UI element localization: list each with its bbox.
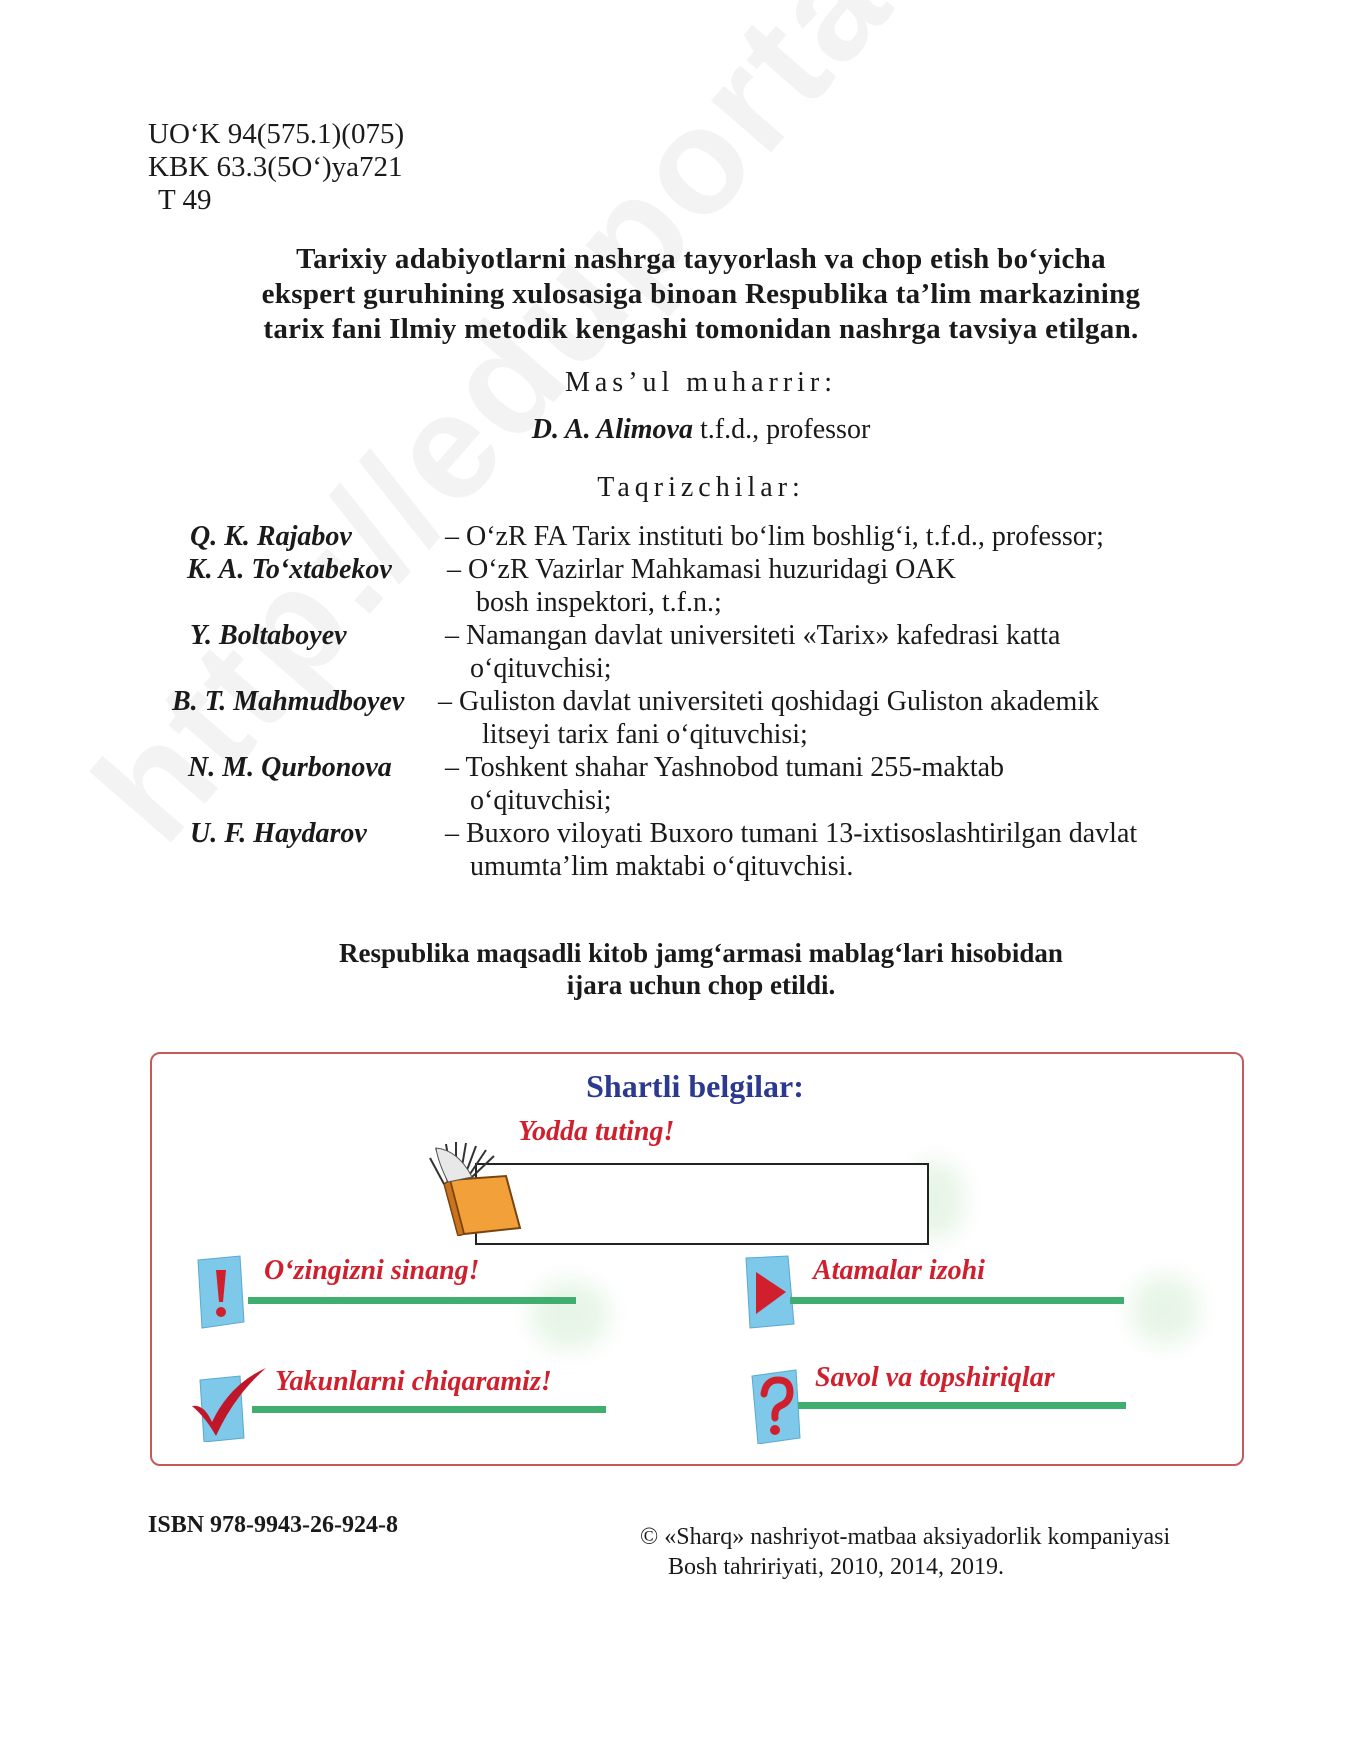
isbn: ISBN 978-9943-26-924-8 [148,1512,398,1538]
reviewer-role: umumta’lim maktabi o‘qituvchisi. [470,851,854,882]
copyright-line: Bosh tahririyati, 2010, 2014, 2019. [668,1554,1004,1580]
question-mark-icon [748,1368,804,1444]
decor-glow [1130,1275,1200,1345]
questions-label: Savol va topshiriqlar [815,1362,1055,1393]
recommendation-line: ekspert guruhining xulosasiga binoan Respublika ta’lim markazining [261,278,1141,310]
editor [150,414,1252,446]
checkmark-icon [190,1366,270,1442]
exclamation-icon [192,1254,248,1330]
reviewer-role: o‘qituvchisi; [470,785,612,816]
reviewer-role: bosh inspektori, t.f.n.; [476,587,722,618]
classification-codes [148,118,404,217]
copyright [640,1522,1170,1582]
reviewer-name: Y. Boltaboyev [190,620,347,651]
reviewer-role: – Buxoro viloyati Buxoro tumani 13-ixtisoslashtirilgan davlat [445,818,1138,849]
remember-frame [475,1163,929,1245]
recommendation-text [150,242,1252,347]
reviewer-name: U. F. Haydarov [190,818,367,849]
reviewer-role: litseyi tarix fani o‘qituvchisi; [482,719,808,750]
udk-code: UO‘K 94(575.1)(075) [148,118,405,150]
editor-title: t.f.d., professor [699,414,871,445]
reviewer-role: – Toshkent shahar Yashnobod tumani 255-maktab [445,752,1005,783]
glossary-line [790,1297,1124,1304]
remember-label: Yodda tuting! [518,1116,675,1147]
editor-heading: Mas’ul muharrir: [564,367,838,398]
reviewer-role: – O‘zR Vazirlar Mahkamasi huzuridagi OAK [447,554,956,585]
reviewer-name: N. M. Qurbonova [188,752,392,783]
book-icon [428,1140,528,1236]
copyright-line: © «Sharq» nashriyot-matbaa aksiyadorlik kompaniyasi [640,1524,1171,1550]
funding-note [150,937,1252,1001]
questions-line [798,1402,1126,1409]
reviewer-role: – Guliston davlat universiteti qoshidagi Guliston akademik [438,686,1100,717]
reviewer-name: Q. K. Rajabov [190,521,352,552]
recommendation-line: Tarixiy adabiyotlarni nashrga tayyorlash va chop etish bo‘yicha [296,243,1106,275]
test-yourself-label: O‘zingizni sinang! [264,1255,480,1286]
reviewer-name: K. A. To‘xtabekov [187,554,392,585]
conclusions-label: Yakunlarni chiqaramiz! [275,1366,552,1397]
play-arrow-icon [742,1254,798,1330]
reviewer-role: – Namangan davlat universiteti «Tarix» kafedrasi katta [445,620,1061,651]
editor-name: D. A. Alimova [531,414,693,445]
conclusions-line [252,1406,606,1413]
legend-title: Shartli belgilar: [586,1068,804,1104]
reviewer-role: o‘qituvchisi; [470,653,612,684]
funding-line: Respublika maqsadli kitob jamg‘armasi mablag‘lari hisobidan [339,938,1063,968]
funding-line: ijara uchun chop etildi. [566,970,836,1000]
test-yourself-line [248,1297,576,1304]
kbk-code: KBK 63.3(5O‘)ya721 [148,151,403,183]
glossary-label: Atamalar izohi [813,1255,985,1286]
reviewers-heading: Taqrizchilar: [597,472,805,503]
reviewer-role: – O‘zR FA Tarix instituti bo‘lim boshlig‘i, t.f.d., professor; [445,521,1104,552]
reviewer-name: B. T. Mahmudboyev [172,686,405,717]
decor-glow [530,1280,610,1350]
recommendation-line: tarix fani Ilmiy metodik kengashi tomonidan nashrga tavsiya etilgan. [263,313,1139,345]
author-mark: T 49 [158,184,212,216]
